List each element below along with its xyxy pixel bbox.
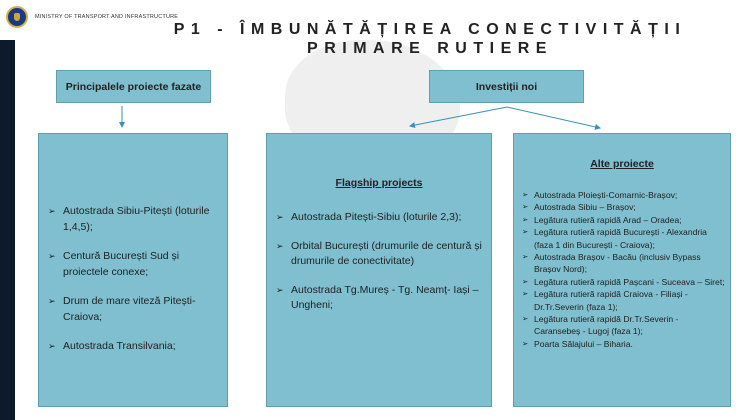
list-item: ➢ Legătura rutieră rapidă Pașcani - Suceava – Siret; — [518, 276, 726, 288]
list-item: ➢ Autostrada Brașov - Bacău (inclusiv Bypass Brașov Nord); — [518, 251, 726, 276]
list-item: ➢ Centură București Sud și proiectele conexe; — [43, 249, 221, 280]
arrow-to-other — [507, 107, 600, 128]
other-projects-list — [518, 189, 726, 350]
list-item: ➢ Legătura rutieră rapidă Arad – Oradea; — [518, 214, 726, 226]
list-item: ➢ Legătura rutieră rapidă Dr.Tr.Severin - Caransebeș - Lugoj (faza 1); — [518, 313, 726, 338]
flagship-projects-box — [266, 133, 492, 407]
slide-title-line2: PRIMARE RUTIERE — [307, 40, 553, 57]
list-item: ➢ Poarta Sălajului – Biharia. — [518, 338, 726, 350]
list-item: ➢ Autostrada Pitești-Sibiu (loturile 2,3); — [271, 210, 485, 226]
slide-title-line1: P1 - ÎMBUNĂTĂȚIREA CONECTIVITĂȚII — [173, 21, 687, 38]
list-item: ➢ Legătura rutieră rapidă Craiova - Filiași - Dr.Tr.Severin (faza 1); — [518, 288, 726, 313]
slide-title — [140, 20, 720, 58]
list-item: ➢ Autostrada Ploiești-Comarnic-Brașov; — [518, 189, 726, 201]
list-item: ➢ Autostrada Sibiu-Pitești (loturile 1,4,5); — [43, 204, 221, 235]
left-accent-bar — [0, 40, 15, 420]
list-item: ➢ Legătura rutieră rapidă București - Alexandria (faza 1 din București - Craiova); — [518, 226, 726, 251]
phased-projects-list — [43, 204, 221, 369]
list-item: ➢ Autostrada Sibiu – Brașov; — [518, 201, 726, 213]
phased-projects-header-box: Principalele proiecte fazate — [56, 70, 211, 103]
list-item: ➢ Drum de mare viteză Pitești-Craiova; — [43, 294, 221, 325]
phased-projects-box — [38, 133, 228, 407]
flagship-projects-title: Flagship projects — [335, 177, 423, 189]
other-projects-box — [513, 133, 731, 407]
flagship-projects-list — [271, 210, 485, 327]
other-projects-title: Alte proiecte — [590, 158, 654, 170]
list-item: ➢ Autostrada Tg.Mureș - Tg. Neamț- Iași – Ungheni; — [271, 283, 485, 314]
new-investments-header-box: Investiții noi — [429, 70, 584, 103]
list-item: ➢ Orbital București (drumurile de centură și drumurile de conectivitate) — [271, 239, 485, 270]
list-item: ➢ Autostrada Transilvania; — [43, 339, 221, 355]
coat-of-arms-icon — [6, 6, 28, 28]
ministry-name: MINISTRY OF TRANSPORT AND INFRASTRUCTURE — [35, 14, 179, 20]
